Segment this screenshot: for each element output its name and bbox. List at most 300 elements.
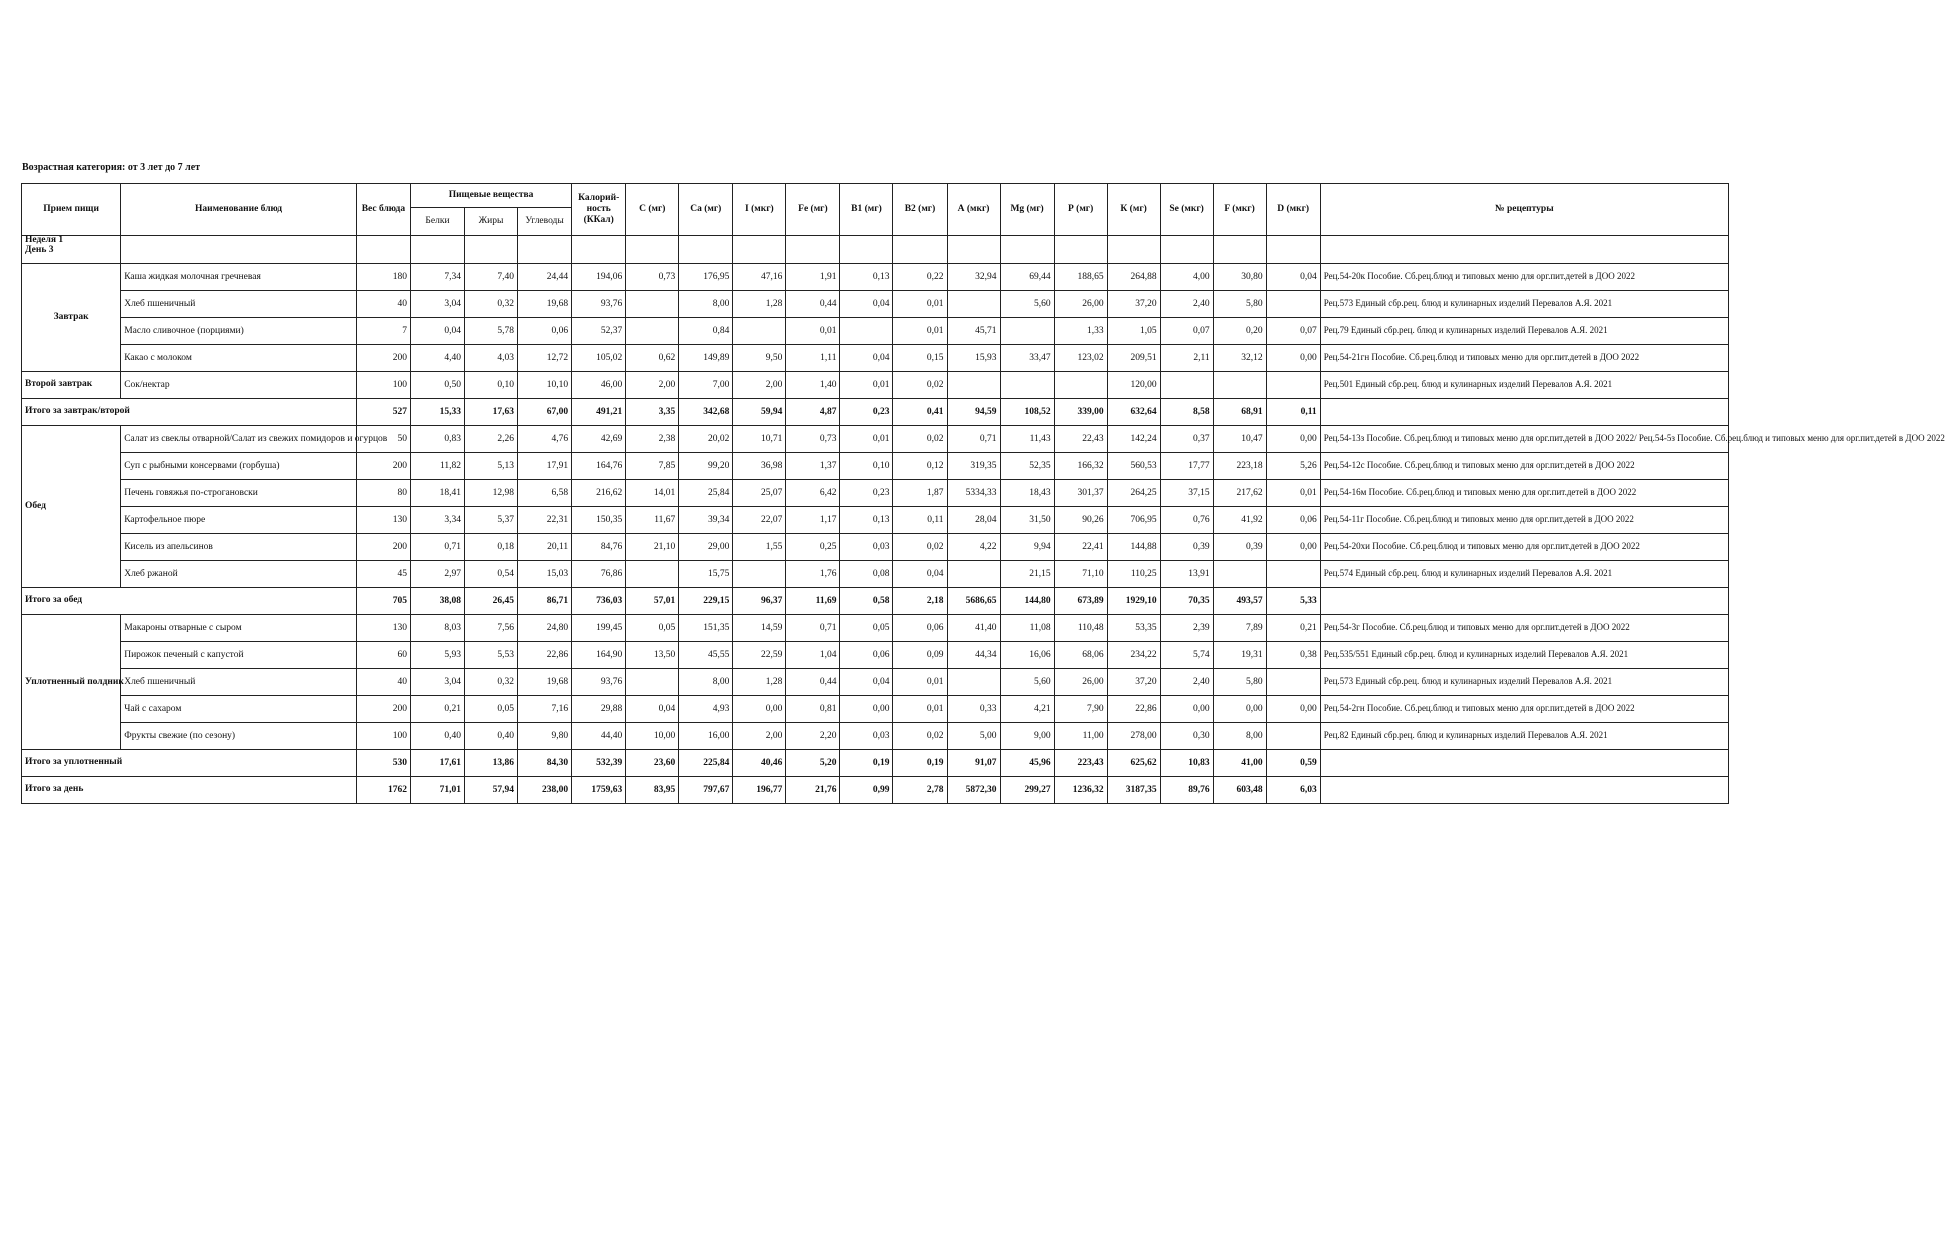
cell-weight: 130 <box>356 615 410 642</box>
cell-k: 22,86 <box>1107 696 1160 723</box>
cell-fat: 13,86 <box>465 750 518 777</box>
cell-f: 8,00 <box>1213 723 1266 750</box>
cell-a: 5686,65 <box>947 588 1000 615</box>
cell-iodine: 25,07 <box>733 480 786 507</box>
total-row <box>22 777 1729 804</box>
cell-iodine: 59,94 <box>733 399 786 426</box>
cell-dish: Кисель из апельсинов <box>121 534 357 561</box>
cell-p: 673,89 <box>1054 588 1107 615</box>
cell-a: 44,34 <box>947 642 1000 669</box>
cell-b1: 0,04 <box>840 291 893 318</box>
cell-k: 110,25 <box>1107 561 1160 588</box>
cell-se: 2,40 <box>1160 669 1213 696</box>
cell-vit-c: 7,85 <box>626 453 679 480</box>
cell-recipe: Рец.54-3г Пособие. Сб.рец.блюд и типовых меню для орг.пит.детей в ДОО 2022 <box>1320 615 1728 642</box>
cell-vit-c <box>626 669 679 696</box>
cell-d: 6,03 <box>1266 777 1320 804</box>
cell-protein: 15,33 <box>410 399 464 426</box>
cell-f: 0,20 <box>1213 318 1266 345</box>
cell-k: 560,53 <box>1107 453 1160 480</box>
cell-protein: 0,71 <box>410 534 464 561</box>
cell-calories: 52,37 <box>572 318 626 345</box>
cell-dish: Пирожок печеный с капустой <box>121 642 357 669</box>
cell-b1: 0,10 <box>840 453 893 480</box>
cell-weight: 180 <box>356 264 410 291</box>
cell-mg: 52,35 <box>1000 453 1054 480</box>
cell-a: 94,59 <box>947 399 1000 426</box>
cell-b2: 0,12 <box>893 453 947 480</box>
cell-b2: 0,02 <box>893 426 947 453</box>
cell-b2: 0,06 <box>893 615 947 642</box>
cell-p: 123,02 <box>1054 345 1107 372</box>
cell-vit-c: 2,38 <box>626 426 679 453</box>
cell-iodine: 22,07 <box>733 507 786 534</box>
cell-weight: 1762 <box>356 777 410 804</box>
cell-fat: 12,98 <box>465 480 518 507</box>
cell-p: 166,32 <box>1054 453 1107 480</box>
cell-iodine: 2,00 <box>733 372 786 399</box>
col-mg-header: Mg (мг) <box>1000 184 1054 236</box>
col-p-header: Р (мг) <box>1054 184 1107 236</box>
cell-carbs: 84,30 <box>518 750 572 777</box>
cell-se: 89,76 <box>1160 777 1213 804</box>
cell-recipe: Рец.54-20к Пособие. Сб.рец.блюд и типовых меню для орг.пит.детей в ДОО 2022 <box>1320 264 1728 291</box>
cell-mg: 18,43 <box>1000 480 1054 507</box>
cell-a: 41,40 <box>947 615 1000 642</box>
cell-calories: 105,02 <box>572 345 626 372</box>
cell-f: 217,62 <box>1213 480 1266 507</box>
cell-fat: 26,45 <box>465 588 518 615</box>
cell-protein: 2,97 <box>410 561 464 588</box>
cell-se: 0,30 <box>1160 723 1213 750</box>
cell-recipe: Рец.501 Единый сбр.рец. блюд и кулинарных изделий Перевалов А.Я. 2021 <box>1320 372 1728 399</box>
cell-k: 1929,10 <box>1107 588 1160 615</box>
cell-calories: 199,45 <box>572 615 626 642</box>
cell-fat: 17,63 <box>465 399 518 426</box>
total-row <box>22 750 1729 777</box>
cell-weight: 100 <box>356 372 410 399</box>
cell-fat: 57,94 <box>465 777 518 804</box>
cell-f: 68,91 <box>1213 399 1266 426</box>
cell-recipe: Рец.573 Единый сбр.рец. блюд и кулинарных изделий Перевалов А.Я. 2021 <box>1320 291 1728 318</box>
cell-se: 37,15 <box>1160 480 1213 507</box>
cell-iodine: 196,77 <box>733 777 786 804</box>
cell-d: 0,00 <box>1266 534 1320 561</box>
cell-d: 5,26 <box>1266 453 1320 480</box>
cell-calories: 164,76 <box>572 453 626 480</box>
cell-k: 3187,35 <box>1107 777 1160 804</box>
cell-protein: 0,83 <box>410 426 464 453</box>
cell-b1: 0,05 <box>840 615 893 642</box>
cell-b1: 0,03 <box>840 723 893 750</box>
meal-snack: Уплотненный полдник <box>22 615 121 750</box>
cell-protein: 0,04 <box>410 318 464 345</box>
cell-b1: 0,03 <box>840 534 893 561</box>
cell-dish: Макароны отварные с сыром <box>121 615 357 642</box>
cell-fe: 0,71 <box>786 615 840 642</box>
cell-recipe: Рец.54-13з Пособие. Сб.рец.блюд и типовых меню для орг.пит.детей в ДОО 2022/ Рец.54-5з Пособие. Сб.рец.блюд и типовых меню для орг.пит.детей в ДОО 2022 <box>1320 426 1728 453</box>
cell-fat: 0,18 <box>465 534 518 561</box>
cell-carbs: 22,31 <box>518 507 572 534</box>
cell-carbs: 9,80 <box>518 723 572 750</box>
cell-calories: 84,76 <box>572 534 626 561</box>
cell-b1: 0,19 <box>840 750 893 777</box>
nutrition-table <box>21 183 1945 804</box>
cell-a: 5334,33 <box>947 480 1000 507</box>
cell-vit-c: 0,05 <box>626 615 679 642</box>
col-ca-header: Са (мг) <box>679 184 733 236</box>
week-day-row <box>22 236 1729 264</box>
cell-p: 22,43 <box>1054 426 1107 453</box>
cell-p: 26,00 <box>1054 291 1107 318</box>
cell-a: 32,94 <box>947 264 1000 291</box>
col-calories-header: Калорий-ность (ККал) <box>572 184 626 236</box>
cell-a: 91,07 <box>947 750 1000 777</box>
cell-dish: Итого за уплотненный <box>22 750 357 777</box>
cell-mg: 4,21 <box>1000 696 1054 723</box>
cell-recipe: Рец.573 Единый сбр.рец. блюд и кулинарных изделий Перевалов А.Я. 2021 <box>1320 669 1728 696</box>
cell-calories: 194,06 <box>572 264 626 291</box>
cell-weight: 50 <box>356 426 410 453</box>
cell-protein: 38,08 <box>410 588 464 615</box>
cell-calories: 44,40 <box>572 723 626 750</box>
col-iodine-header: I (мкг) <box>733 184 786 236</box>
cell-iodine <box>733 318 786 345</box>
cell-b2: 0,02 <box>893 723 947 750</box>
cell-weight: 705 <box>356 588 410 615</box>
cell-dish: Картофельное пюре <box>121 507 357 534</box>
cell-se: 17,77 <box>1160 453 1213 480</box>
cell-f: 41,00 <box>1213 750 1266 777</box>
cell-weight: 200 <box>356 345 410 372</box>
cell-k: 264,88 <box>1107 264 1160 291</box>
cell-recipe <box>1320 750 1728 777</box>
cell-recipe: Рец.574 Единый сбр.рец. блюд и кулинарных изделий Перевалов А.Я. 2021 <box>1320 561 1728 588</box>
cell-f: 223,18 <box>1213 453 1266 480</box>
cell-fe: 5,20 <box>786 750 840 777</box>
cell-a: 0,33 <box>947 696 1000 723</box>
cell-se: 13,91 <box>1160 561 1213 588</box>
cell-f <box>1213 372 1266 399</box>
cell-ca: 15,75 <box>679 561 733 588</box>
cell-fe: 0,73 <box>786 426 840 453</box>
cell-vit-c: 57,01 <box>626 588 679 615</box>
cell-ca: 25,84 <box>679 480 733 507</box>
cell-dish: Чай с сахаром <box>121 696 357 723</box>
cell-ca: 0,84 <box>679 318 733 345</box>
cell-weight: 200 <box>356 534 410 561</box>
cell-ca: 8,00 <box>679 291 733 318</box>
cell-se: 2,40 <box>1160 291 1213 318</box>
cell-recipe: Рец.54-20хи Пособие. Сб.рец.блюд и типовых меню для орг.пит.детей в ДОО 2022 <box>1320 534 1728 561</box>
cell-a: 5,00 <box>947 723 1000 750</box>
cell-carbs: 0,06 <box>518 318 572 345</box>
cell-weight: 60 <box>356 642 410 669</box>
cell-a <box>947 669 1000 696</box>
cell-dish: Салат из свеклы отварной/Салат из свежих помидоров и огурцов <box>121 426 357 453</box>
cell-p <box>1054 372 1107 399</box>
cell-f: 30,80 <box>1213 264 1266 291</box>
cell-fat: 7,56 <box>465 615 518 642</box>
cell-d: 0,04 <box>1266 264 1320 291</box>
cell-ca: 176,95 <box>679 264 733 291</box>
cell-f: 603,48 <box>1213 777 1266 804</box>
cell-mg: 11,08 <box>1000 615 1054 642</box>
cell-vit-c: 83,95 <box>626 777 679 804</box>
cell-recipe <box>1320 588 1728 615</box>
cell-k: 264,25 <box>1107 480 1160 507</box>
cell-b1: 0,01 <box>840 426 893 453</box>
cell-dish: Какао с молоком <box>121 345 357 372</box>
cell-iodine: 14,59 <box>733 615 786 642</box>
cell-b1: 0,00 <box>840 696 893 723</box>
cell-p: 90,26 <box>1054 507 1107 534</box>
cell-p: 339,00 <box>1054 399 1107 426</box>
cell-a: 45,71 <box>947 318 1000 345</box>
total-row <box>22 588 1729 615</box>
cell-dish: Хлеб ржаной <box>121 561 357 588</box>
cell-k: 53,35 <box>1107 615 1160 642</box>
cell-dish: Итого за обед <box>22 588 357 615</box>
cell-b1: 0,58 <box>840 588 893 615</box>
cell-carbs: 17,91 <box>518 453 572 480</box>
cell-dish: Хлеб пшеничный <box>121 669 357 696</box>
cell-k: 706,95 <box>1107 507 1160 534</box>
cell-a: 4,22 <box>947 534 1000 561</box>
meal-breakfast: Завтрак <box>22 264 121 372</box>
cell-weight: 45 <box>356 561 410 588</box>
cell-fe: 1,04 <box>786 642 840 669</box>
col-dish-header: Наименование блюд <box>121 184 357 236</box>
col-meal-header: Прием пищи <box>22 184 121 236</box>
cell-d: 0,11 <box>1266 399 1320 426</box>
cell-fe: 0,44 <box>786 669 840 696</box>
cell-vit-c: 0,62 <box>626 345 679 372</box>
cell-f: 5,80 <box>1213 669 1266 696</box>
cell-mg: 11,43 <box>1000 426 1054 453</box>
cell-d <box>1266 291 1320 318</box>
cell-k: 209,51 <box>1107 345 1160 372</box>
cell-f: 19,31 <box>1213 642 1266 669</box>
cell-fe: 0,81 <box>786 696 840 723</box>
cell-b2: 0,04 <box>893 561 947 588</box>
cell-mg: 108,52 <box>1000 399 1054 426</box>
cell-ca: 342,68 <box>679 399 733 426</box>
cell-fe: 1,17 <box>786 507 840 534</box>
cell-iodine: 1,55 <box>733 534 786 561</box>
cell-d: 0,21 <box>1266 615 1320 642</box>
cell-k: 625,62 <box>1107 750 1160 777</box>
cell-fe: 1,76 <box>786 561 840 588</box>
cell-a <box>947 372 1000 399</box>
cell-vit-c: 2,00 <box>626 372 679 399</box>
cell-weight: 130 <box>356 507 410 534</box>
cell-p: 1236,32 <box>1054 777 1107 804</box>
cell-fe: 2,20 <box>786 723 840 750</box>
cell-weight: 80 <box>356 480 410 507</box>
cell-se: 5,74 <box>1160 642 1213 669</box>
page-title: Возрастная категория: от 3 лет до 7 лет <box>22 162 201 173</box>
cell-p: 223,43 <box>1054 750 1107 777</box>
cell-iodine: 22,59 <box>733 642 786 669</box>
table-row <box>22 264 1729 291</box>
cell-protein: 8,03 <box>410 615 464 642</box>
cell-p: 7,90 <box>1054 696 1107 723</box>
cell-ca: 8,00 <box>679 669 733 696</box>
cell-fat: 2,26 <box>465 426 518 453</box>
cell-p: 188,65 <box>1054 264 1107 291</box>
cell-carbs: 67,00 <box>518 399 572 426</box>
cell-k: 234,22 <box>1107 642 1160 669</box>
cell-fe: 0,01 <box>786 318 840 345</box>
cell-ca: 7,00 <box>679 372 733 399</box>
cell-f: 493,57 <box>1213 588 1266 615</box>
cell-protein: 5,93 <box>410 642 464 669</box>
cell-protein: 17,61 <box>410 750 464 777</box>
table-row <box>22 534 1729 561</box>
cell-a <box>947 561 1000 588</box>
cell-d <box>1266 669 1320 696</box>
cell-recipe: Рец.82 Единый сбр.рец. блюд и кулинарных изделий Перевалов А.Я. 2021 <box>1320 723 1728 750</box>
nutrients-group-header: Пищевые вещества <box>410 184 571 208</box>
cell-b1: 0,13 <box>840 507 893 534</box>
cell-f <box>1213 561 1266 588</box>
cell-carbs: 19,68 <box>518 669 572 696</box>
cell-ca: 16,00 <box>679 723 733 750</box>
cell-fat: 0,10 <box>465 372 518 399</box>
cell-carbs: 19,68 <box>518 291 572 318</box>
cell-dish: Печень говяжья по-строгановски <box>121 480 357 507</box>
cell-p: 110,48 <box>1054 615 1107 642</box>
cell-k: 278,00 <box>1107 723 1160 750</box>
col-recipe-header: № рецептуры <box>1320 184 1728 236</box>
cell-a: 0,71 <box>947 426 1000 453</box>
cell-k: 37,20 <box>1107 669 1160 696</box>
cell-iodine: 10,71 <box>733 426 786 453</box>
table-row <box>22 453 1729 480</box>
cell-b1 <box>840 318 893 345</box>
table-row <box>22 318 1729 345</box>
cell-protein: 0,50 <box>410 372 464 399</box>
cell-iodine: 0,00 <box>733 696 786 723</box>
cell-iodine: 96,37 <box>733 588 786 615</box>
cell-b2: 0,01 <box>893 318 947 345</box>
cell-d: 5,33 <box>1266 588 1320 615</box>
cell-weight: 200 <box>356 696 410 723</box>
cell-protein: 4,40 <box>410 345 464 372</box>
cell-fat: 0,32 <box>465 291 518 318</box>
cell-carbs: 24,44 <box>518 264 572 291</box>
cell-carbs: 10,10 <box>518 372 572 399</box>
cell-weight: 527 <box>356 399 410 426</box>
cell-p: 26,00 <box>1054 669 1107 696</box>
cell-fat: 7,40 <box>465 264 518 291</box>
table-row <box>22 642 1729 669</box>
cell-ca: 4,93 <box>679 696 733 723</box>
cell-recipe <box>1320 777 1728 804</box>
cell-d: 0,59 <box>1266 750 1320 777</box>
cell-iodine <box>733 561 786 588</box>
cell-fe: 11,69 <box>786 588 840 615</box>
cell-b2: 0,02 <box>893 372 947 399</box>
cell-calories: 532,39 <box>572 750 626 777</box>
cell-fat: 0,40 <box>465 723 518 750</box>
cell-mg: 299,27 <box>1000 777 1054 804</box>
cell-se: 70,35 <box>1160 588 1213 615</box>
cell-b1: 0,01 <box>840 372 893 399</box>
cell-fe: 0,44 <box>786 291 840 318</box>
cell-se: 2,11 <box>1160 345 1213 372</box>
cell-carbs: 24,80 <box>518 615 572 642</box>
table-row <box>22 696 1729 723</box>
cell-protein: 71,01 <box>410 777 464 804</box>
cell-dish: Итого за день <box>22 777 357 804</box>
cell-p: 301,37 <box>1054 480 1107 507</box>
cell-iodine: 36,98 <box>733 453 786 480</box>
cell-recipe: Рец.54-11г Пособие. Сб.рец.блюд и типовых меню для орг.пит.детей в ДОО 2022 <box>1320 507 1728 534</box>
cell-fat: 0,32 <box>465 669 518 696</box>
cell-d: 0,01 <box>1266 480 1320 507</box>
cell-iodine: 2,00 <box>733 723 786 750</box>
col-protein-header: Белки <box>410 208 464 236</box>
col-vitc-header: С (мг) <box>626 184 679 236</box>
cell-ca: 45,55 <box>679 642 733 669</box>
cell-recipe <box>1320 399 1728 426</box>
cell-b2: 0,22 <box>893 264 947 291</box>
week-day-cell <box>22 236 121 264</box>
cell-vit-c <box>626 291 679 318</box>
cell-mg: 33,47 <box>1000 345 1054 372</box>
cell-se: 0,39 <box>1160 534 1213 561</box>
cell-protein: 7,34 <box>410 264 464 291</box>
cell-vit-c: 21,10 <box>626 534 679 561</box>
cell-d: 0,07 <box>1266 318 1320 345</box>
cell-dish: Суп с рыбными консервами (горбуша) <box>121 453 357 480</box>
cell-se: 0,76 <box>1160 507 1213 534</box>
cell-fat: 5,78 <box>465 318 518 345</box>
cell-b1: 0,04 <box>840 669 893 696</box>
cell-ca: 797,67 <box>679 777 733 804</box>
cell-mg: 9,00 <box>1000 723 1054 750</box>
col-k-header: К (мг) <box>1107 184 1160 236</box>
cell-fat: 5,13 <box>465 453 518 480</box>
meal-lunch: Обед <box>22 426 121 588</box>
cell-mg: 21,15 <box>1000 561 1054 588</box>
meal-second-breakfast: Второй завтрак <box>22 372 121 399</box>
col-carbs-header: Углеводы <box>518 208 572 236</box>
cell-b1: 0,23 <box>840 480 893 507</box>
cell-d: 0,00 <box>1266 426 1320 453</box>
cell-iodine: 40,46 <box>733 750 786 777</box>
cell-recipe: Рец.535/551 Единый сбр.рец. блюд и кулинарных изделий Перевалов А.Я. 2021 <box>1320 642 1728 669</box>
cell-protein: 18,41 <box>410 480 464 507</box>
cell-p: 22,41 <box>1054 534 1107 561</box>
col-fat-header: Жиры <box>465 208 518 236</box>
cell-calories: 42,69 <box>572 426 626 453</box>
cell-calories: 93,76 <box>572 669 626 696</box>
cell-weight: 7 <box>356 318 410 345</box>
cell-calories: 491,21 <box>572 399 626 426</box>
cell-mg: 45,96 <box>1000 750 1054 777</box>
day-label: День 3 <box>25 244 54 255</box>
cell-d: 0,00 <box>1266 696 1320 723</box>
cell-b1: 0,04 <box>840 345 893 372</box>
cell-vit-c <box>626 318 679 345</box>
cell-calories: 76,86 <box>572 561 626 588</box>
cell-ca: 225,84 <box>679 750 733 777</box>
cell-ca: 149,89 <box>679 345 733 372</box>
cell-b2: 1,87 <box>893 480 947 507</box>
